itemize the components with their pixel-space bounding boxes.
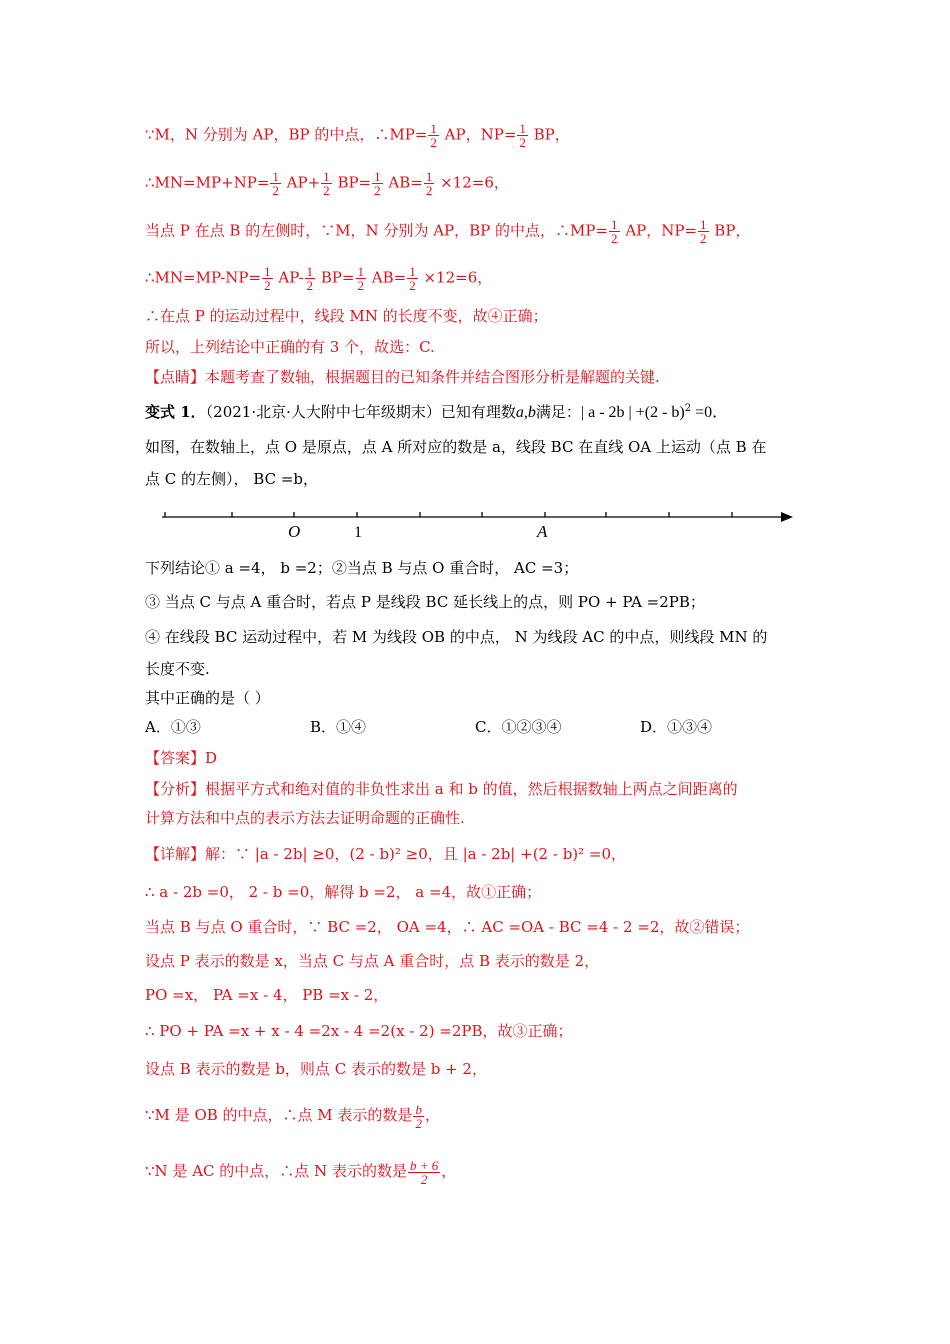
fraction: $\frac{1}{2}$ <box>430 121 437 150</box>
problem-heading: 变式 1． <box>145 403 206 421</box>
fraction: $\frac{b}{2}$ <box>415 1101 422 1131</box>
solution-line-3: 当点 P 在点 B 的左侧时，∵M，N 分别为 AP，BP 的中点，∴MP= $\frac{1}{2}$ AP，NP= $\frac{1}{2}$ BP， <box>145 217 751 246</box>
conclusion-1-2: 下列结论① a =4， b =2；②当点 B 与点 O 重合时， AC =3； <box>145 559 579 577</box>
detail-line-9: ∵N 是 AC 的中点，∴点 N 表示的数是 $\frac{b + 6}{2}$ ， <box>145 1157 457 1187</box>
detail-line-7: 设点 B 表示的数是 b，则点 C 表示的数是 b + 2， <box>145 1060 487 1078</box>
problem-line-2: 如图，在数轴上，点 O 是原点，点 A 所对应的数是 a，线段 BC 在直线 OA 上运动（点 B 在 <box>145 438 767 456</box>
option-b: B．①④ <box>310 718 367 736</box>
problem-header: 变式 1．（2021·北京·人大附中七年级期末）已知有理数a,b满足：| a - 2b | +(2 - b)$^2$ =0． <box>145 403 729 421</box>
detail-line-8: ∵M 是 OB 的中点，∴点 M 表示的数是 $\frac{b}{2}$ ， <box>145 1101 440 1131</box>
key-point-note: 【点睛】本题考查了数轴，根据题目的已知条件并结合图形分析是解题的关键. <box>145 368 660 386</box>
solution-line-4: ∴MN=MP-NP= $\frac{1}{2}$ AP- $\frac{1}{2}$ BP= $\frac{1}{2}$ AB= $\frac{1}{2}$ ×12=6， <box>145 264 493 293</box>
text: BP， <box>528 125 570 144</box>
analysis-line-1: 【分析】根据平方式和绝对值的非负性求出 a 和 b 的值，然后根据数轴上两点之间距离的 <box>145 780 738 798</box>
detail-line-6: ∴ PO + PA =x + x - 4 =2x - 4 =2(x - 2) =2PB，故③正确； <box>145 1022 573 1040</box>
number-line-figure <box>145 500 805 545</box>
option-a: A．①③ <box>145 718 201 736</box>
detail-line-3: 当点 B 与点 O 重合时，∵ BC =2， OA =4，∴ AC =OA - BC =4 - 2 =2，故②错误； <box>145 918 750 936</box>
option-c: C．①②③④ <box>475 718 562 736</box>
solution-line-5: ∴在点 P 的运动过程中，线段 MN 的长度不变，故④正确； <box>145 307 548 325</box>
text: AP，NP= <box>439 125 517 144</box>
label-one: 1 <box>354 524 362 541</box>
solution-line-2: ∴MN=MP+NP= $\frac{1}{2}$ AP+ $\frac{1}{2}$ BP= $\frac{1}{2}$ AB= $\frac{1}{2}$ ×12=6， <box>145 169 509 198</box>
analysis-line-2: 计算方法和中点的表示方法去证明命题的正确性. <box>145 809 465 827</box>
fraction: $\frac{b + 6}{2}$ <box>409 1157 439 1187</box>
question-prompt: 其中正确的是（ ） <box>145 689 270 707</box>
detail-line-1: 【详解】解：∵ |a - 2b| ≥0，(2 - b)² ≥0，且 |a - 2b| +(2 - b)² =0， <box>145 845 627 863</box>
label-origin-o: O <box>288 522 301 541</box>
conclusion-4-line-2: 长度不变. <box>145 660 210 678</box>
conclusion-4-line-1: ④ 在线段 BC 运动过程中，若 M 为线段 OB 的中点， N 为线段 AC 的中点，则线段 MN 的 <box>145 628 768 646</box>
solution-line-1 <box>145 122 570 149</box>
detail-line-5: PO =x， PA =x - 4， PB =x - 2， <box>145 986 389 1004</box>
text: ∵M，N 分别为 AP，BP 的中点，∴MP= <box>145 125 428 144</box>
solution-line-6: 所以，上列结论中正确的有 3 个，故选：C. <box>145 338 435 356</box>
conclusion-3: ③ 当点 C 与点 A 重合时，若点 P 是线段 BC 延长线上的点，则 PO + PA =2PB； <box>145 593 705 611</box>
option-d: D．①③④ <box>640 718 713 736</box>
options-row <box>145 716 785 740</box>
detail-line-2: ∴ a - 2b =0， 2 - b =0，解得 b =2， a =4，故①正确； <box>145 883 542 901</box>
label-point-a: A <box>537 522 548 541</box>
fraction: $\frac{1}{2}$ <box>519 121 526 150</box>
number-line-arrow <box>781 512 793 522</box>
answer-line: 【答案】D <box>145 749 218 767</box>
detail-line-4: 设点 P 表示的数是 x，当点 C 与点 A 重合时，点 B 表示的数是 2， <box>145 952 600 970</box>
problem-line-3: 点 C 的左侧）， BC =b， <box>145 470 318 488</box>
